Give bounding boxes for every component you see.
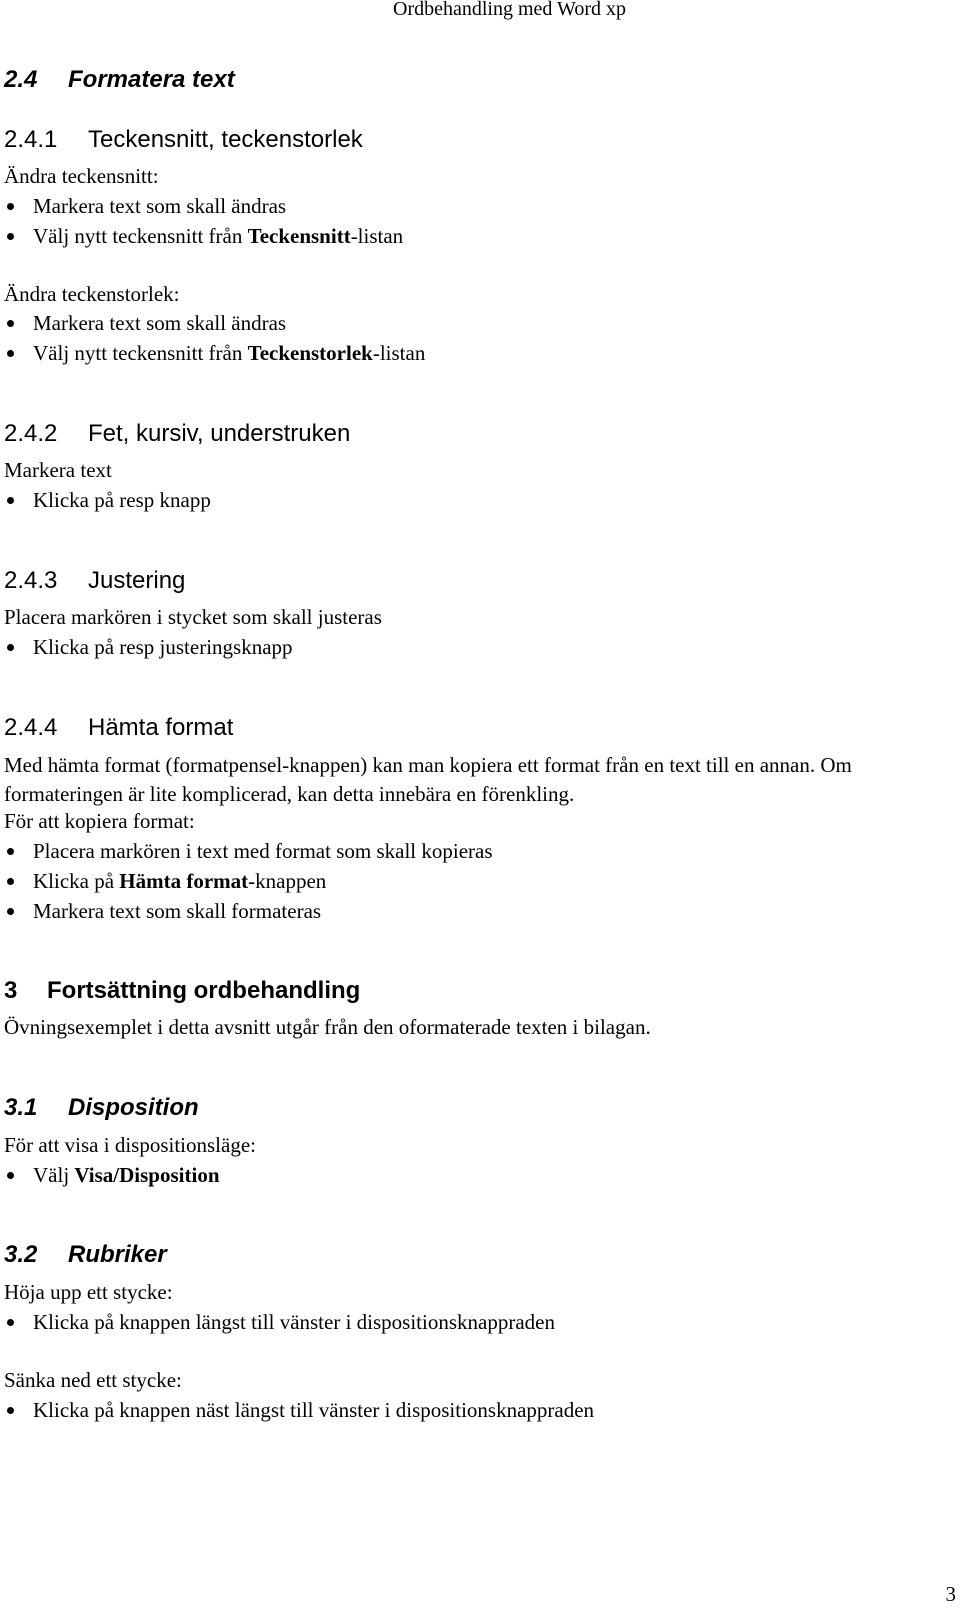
heading-3-1 [4,1094,199,1122]
heading-title: Disposition [68,1094,199,1121]
list-item [4,1310,555,1335]
heading-3-2 [4,1241,167,1269]
heading-number: 2.4.4 [4,714,58,741]
bullet-icon [7,878,14,885]
list-item [4,488,211,513]
paragraph: Övningsexemplet i detta avsnitt utgår från den oformaterade texten i bilagan. [4,1015,651,1039]
heading-number: 2.4.2 [4,420,58,447]
bullet-icon [7,644,14,651]
running-header: Ordbehandling med Word xp [393,0,626,20]
list-item-text: Markera text som skall ändras [33,194,287,218]
list-item [4,224,403,249]
list-item [4,341,425,366]
paragraph: Med hämta format (formatpensel-knappen) kan man kopiera ett format från en text till en annan. Om formateringen är lite komplicerad, kan detta innebära en förenkling. [4,753,852,806]
heading-title: Rubriker [68,1241,167,1268]
list-item-text: -listan [372,341,426,365]
list-item-text: Placera markören i text med format som skall kopieras [33,839,493,863]
bullet-icon [7,203,14,210]
list-item [4,899,321,924]
bullet-icon [7,908,14,915]
bullet-icon [7,350,14,357]
list-item-text: Markera text som skall ändras [33,311,287,335]
heading-title: Justering [88,567,186,594]
paragraph: Markera text [4,458,112,482]
heading-title: Teckensnitt, teckenstorlek [88,126,363,153]
heading-number: 3.2 [4,1241,38,1268]
list-item-text: Markera text som skall formateras [33,899,322,923]
list-item [4,194,286,219]
paragraph: Ändra teckensnitt: [4,164,159,188]
heading-number: 2.4 [4,66,38,93]
list-item [4,1163,220,1188]
bullet-icon [7,233,14,240]
heading-number: 2.4.3 [4,567,58,594]
paragraph: Sänka ned ett stycke: [4,1368,182,1392]
list-item [4,1398,594,1423]
list-item-text: Välj nytt teckensnitt från [33,341,248,365]
list-item-text: Klicka på knappen näst längst till vänster i dispositionsknappraden [33,1398,595,1422]
bullet-icon [7,1319,14,1326]
heading-2-4-1 [4,126,363,154]
bullet-icon [7,848,14,855]
list-item-text: Välj nytt teckensnitt från [33,224,248,248]
list-item [4,635,293,660]
heading-title: Hämta format [88,714,234,741]
heading-number: 2.4.1 [4,126,58,153]
list-item-text: -listan [350,224,404,248]
bullet-icon [7,320,14,327]
paragraph: För att kopiera format: [4,809,195,833]
list-item-text: Klicka på resp justeringsknapp [33,635,293,659]
heading-title: Formatera text [68,66,235,93]
paragraph: För att visa i dispositionsläge: [4,1133,256,1157]
list-item [4,839,493,864]
list-item [4,869,326,894]
heading-2-4 [4,66,235,94]
paragraph: Höja upp ett stycke: [4,1280,173,1304]
bullet-icon [7,497,14,504]
list-item-bold: Visa/Disposition [74,1163,220,1187]
list-item-bold: Teckensnitt [247,224,351,248]
heading-2-4-2 [4,420,350,448]
bullet-icon [7,1172,14,1179]
list-item-bold: Teckenstorlek [247,341,373,365]
heading-3 [4,977,360,1005]
list-item-bold: Hämta format [119,869,249,893]
heading-number: 3.1 [4,1094,38,1121]
heading-number: 3 [4,977,18,1004]
heading-title: Fet, kursiv, understruken [88,420,351,447]
list-item-text: -knappen [248,869,327,893]
heading-title: Fortsättning ordbehandling [47,977,361,1004]
paragraph: Ändra teckenstorlek: [4,282,180,306]
heading-2-4-3 [4,567,185,595]
list-item-text: Klicka på knappen längst till vänster i dispositionsknappraden [33,1310,555,1334]
bullet-icon [7,1407,14,1414]
heading-2-4-4 [4,714,233,742]
list-item-text: Klicka på [33,869,120,893]
list-item-text: Klicka på resp knapp [33,488,211,512]
list-item-text: Välj [33,1163,75,1187]
list-item [4,311,286,336]
paragraph: Placera markören i stycket som skall justeras [4,605,382,629]
page-number: 3 [945,1582,956,1606]
